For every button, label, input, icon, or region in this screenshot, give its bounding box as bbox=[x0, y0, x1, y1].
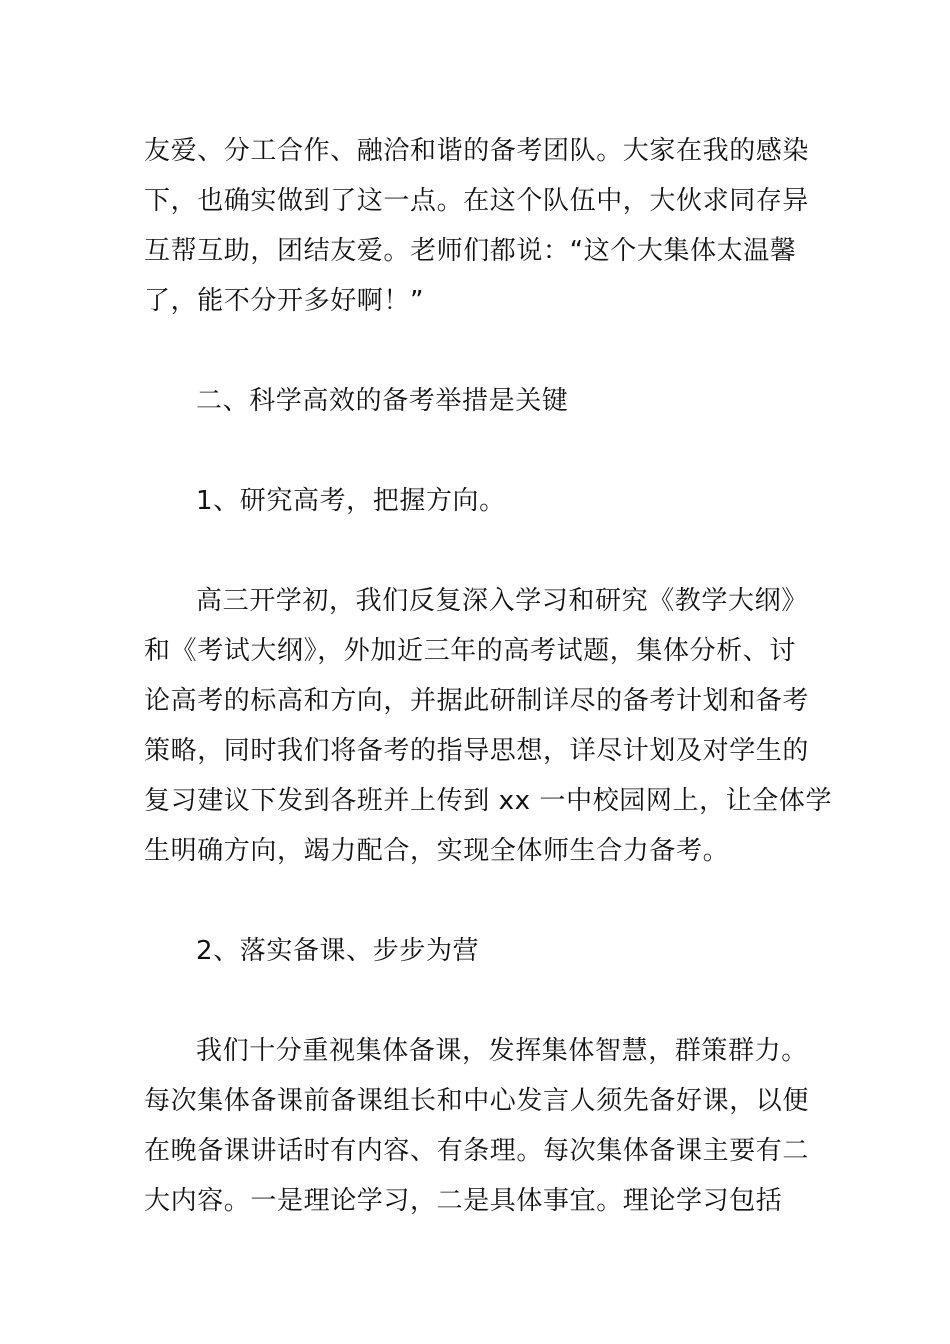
paragraph-line: 和《考试大纲》，外加近三年的高考试题，集体分析、讨 bbox=[144, 636, 797, 666]
paragraph-line: 在晚备课讲话时有内容、有条理。每次集体备课主要有二 bbox=[144, 1136, 810, 1166]
subsection-heading: 2、落实备课、步步为营 bbox=[196, 936, 480, 966]
paragraph-line: 互帮互助，团结友爱。老师们都说：“这个大集体太温馨 bbox=[144, 236, 797, 266]
paragraph-line: 高三开学初，我们反复深入学习和研究《教学大纲》 bbox=[196, 586, 808, 616]
paragraph-line: 策略，同时我们将备考的指导思想，详尽计划及对学生的 bbox=[144, 736, 810, 766]
paragraph-line: 下，也确实做到了这一点。在这个队伍中，大伙求同存异 bbox=[144, 186, 810, 216]
paragraph-line: 我们十分重视集体备课，发挥集体智慧，群策群力。 bbox=[196, 1036, 808, 1066]
paragraph-line: 了，能不分开多好啊！” bbox=[144, 286, 425, 316]
paragraph-line: 论高考的标高和方向，并据此研制详尽的备考计划和备考 bbox=[144, 686, 810, 716]
paragraph-line: 友爱、分工合作、融洽和谐的备考团队。大家在我的感染 bbox=[144, 136, 810, 166]
paragraph-line: 大内容。一是理论学习，二是具体事宜。理论学习包括 bbox=[144, 1186, 783, 1216]
paragraph-line: 复习建议下发到各班并上传到 xx 一中校园网上，让全体学 bbox=[144, 786, 833, 816]
subsection-heading: 1、研究高考，把握方向。 bbox=[196, 486, 506, 516]
section-heading: 二、科学高效的备考举措是关键 bbox=[196, 386, 569, 416]
paragraph-line: 每次集体备课前备课组长和中心发言人须先备好课，以便 bbox=[144, 1086, 810, 1116]
paragraph-line: 生明确方向，竭力配合，实现全体师生合力备考。 bbox=[144, 836, 730, 866]
